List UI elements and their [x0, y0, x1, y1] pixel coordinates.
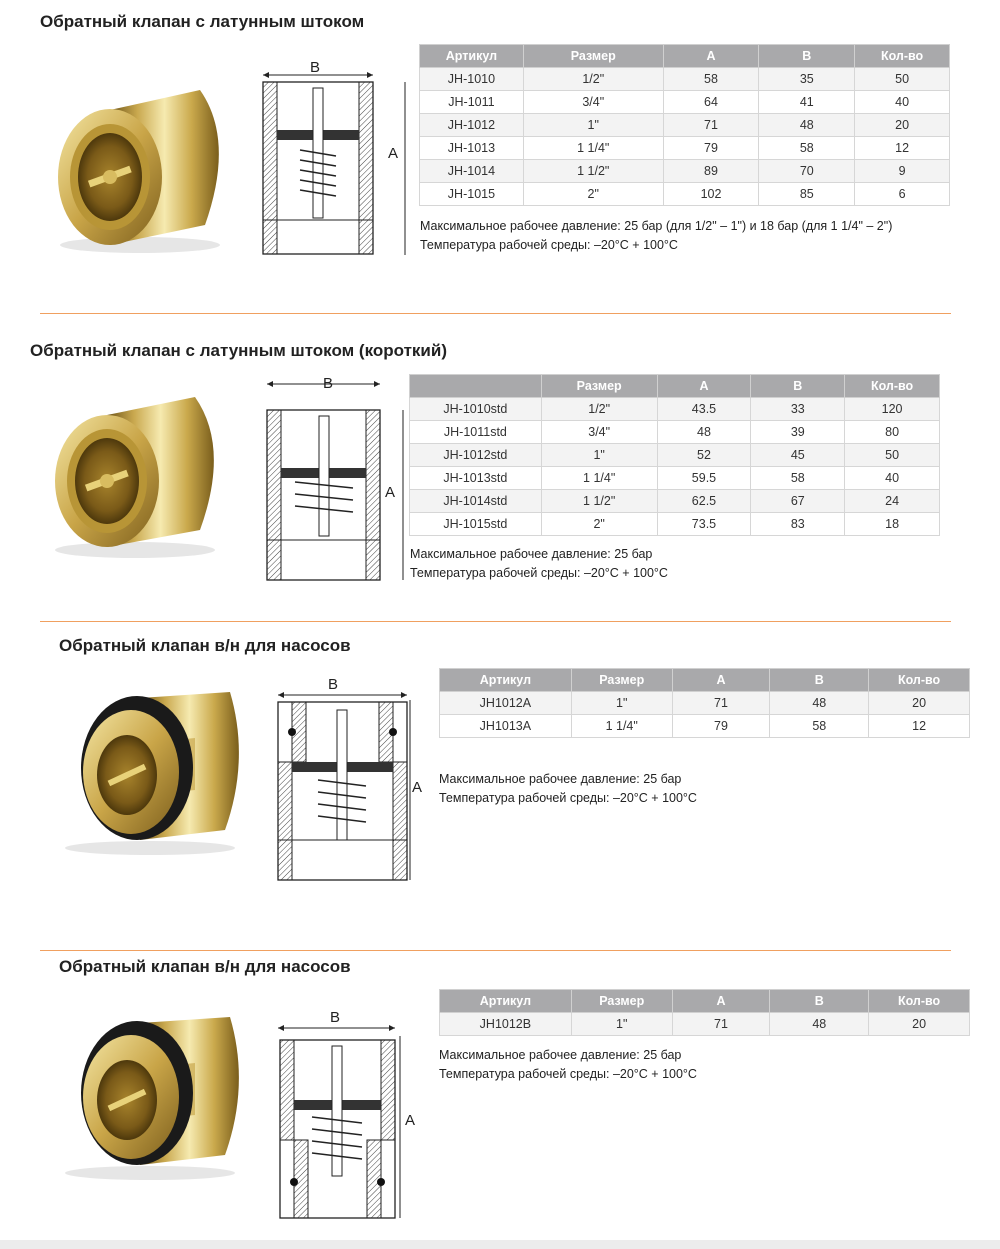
table-row: [420, 68, 950, 91]
cell: JH-1011std: [410, 421, 542, 444]
cell: 50: [855, 68, 950, 91]
section-divider: [40, 621, 951, 622]
cell: 83: [751, 513, 845, 536]
cell: 48: [770, 1013, 869, 1036]
cell: 9: [855, 160, 950, 183]
table-row: [410, 513, 940, 536]
cell: 79: [663, 137, 759, 160]
cell: JH-1012std: [410, 444, 542, 467]
pressure-note: Максимальное рабочее давление: 25 бар: [410, 547, 653, 561]
cell: 73.5: [657, 513, 751, 536]
cell: 1 1/4": [541, 467, 657, 490]
temperature-note: Температура рабочей среды: –20°C + 100°C: [410, 566, 668, 580]
cell: 35: [759, 68, 855, 91]
cell: 62.5: [657, 490, 751, 513]
cell: 12: [855, 137, 950, 160]
dim-a-label: A: [405, 1112, 416, 1129]
spec-table: [439, 989, 970, 1036]
notes: [439, 1046, 697, 1084]
notes: [420, 217, 892, 255]
cell: 48: [770, 692, 869, 715]
column-header: B: [770, 669, 869, 692]
cell: 3/4": [541, 421, 657, 444]
cell: 1 1/2": [523, 160, 663, 183]
section-title: Обратный клапан в/н для насосов: [59, 957, 351, 976]
section-title: Обратный клапан в/н для насосов: [59, 636, 351, 655]
table-row: [410, 398, 940, 421]
dim-b-label: B: [330, 1009, 341, 1026]
valve-cross-section-drawing: [255, 372, 415, 587]
pressure-note: Максимальное рабочее давление: 25 бар: [439, 1048, 682, 1062]
table-row: [440, 1013, 970, 1036]
cell: 71: [672, 692, 770, 715]
column-header: Размер: [523, 45, 663, 68]
cell: 1": [541, 444, 657, 467]
table-header-row: [410, 375, 940, 398]
section-title: Обратный клапан с латунным штоком (короткий): [30, 341, 447, 360]
dim-b-label: B: [328, 676, 339, 693]
cell: 20: [869, 1013, 970, 1036]
cell: 1 1/4": [571, 715, 672, 738]
cell: 70: [759, 160, 855, 183]
column-header: Размер: [541, 375, 657, 398]
cell: 2": [541, 513, 657, 536]
cell: 89: [663, 160, 759, 183]
column-header: B: [759, 45, 855, 68]
cell: 6: [855, 183, 950, 206]
cell: JH1012A: [440, 692, 572, 715]
cell: 40: [855, 91, 950, 114]
column-header: B: [770, 990, 869, 1013]
cell: 20: [869, 692, 970, 715]
brass-check-valve-male-photo: [45, 1005, 250, 1185]
cell: JH-1014: [420, 160, 524, 183]
cell: JH-1015std: [410, 513, 542, 536]
spec-table: [409, 374, 940, 536]
table-header-row: [440, 990, 970, 1013]
section-divider: [40, 313, 951, 314]
cell: JH1013A: [440, 715, 572, 738]
cell: 71: [663, 114, 759, 137]
column-header: Артикул: [440, 669, 572, 692]
table-row: [440, 715, 970, 738]
table-row: [440, 692, 970, 715]
table-row: [420, 160, 950, 183]
column-header: Артикул: [440, 990, 572, 1013]
column-header: Размер: [571, 669, 672, 692]
cell: 18: [845, 513, 940, 536]
cell: JH-1010: [420, 68, 524, 91]
temperature-note: Температура рабочей среды: –20°C + 100°C: [439, 791, 697, 805]
table-row: [410, 444, 940, 467]
cell: 52: [657, 444, 751, 467]
column-header: Кол-во: [869, 990, 970, 1013]
column-header: Кол-во: [869, 669, 970, 692]
cell: 58: [751, 467, 845, 490]
dim-a-label: A: [385, 484, 396, 501]
cell: 67: [751, 490, 845, 513]
cell: 58: [759, 137, 855, 160]
cell: 41: [759, 91, 855, 114]
cell: 85: [759, 183, 855, 206]
cell: JH-1012: [420, 114, 524, 137]
cell: 64: [663, 91, 759, 114]
column-header: [410, 375, 542, 398]
cell: 45: [751, 444, 845, 467]
cell: 33: [751, 398, 845, 421]
cell: JH-1014std: [410, 490, 542, 513]
cell: 1": [571, 1013, 672, 1036]
notes: [410, 545, 668, 583]
cell: 40: [845, 467, 940, 490]
cell: JH-1010std: [410, 398, 542, 421]
cell: 59.5: [657, 467, 751, 490]
notes: [439, 770, 697, 808]
dim-a-label: A: [388, 145, 399, 162]
cell: 50: [845, 444, 940, 467]
table-row: [410, 467, 940, 490]
cell: 20: [855, 114, 950, 137]
cell: 1": [523, 114, 663, 137]
table-header-row: [420, 45, 950, 68]
dim-b-label: B: [310, 60, 321, 76]
column-header: A: [663, 45, 759, 68]
cell: 58: [663, 68, 759, 91]
cell: 80: [845, 421, 940, 444]
valve-cross-section-drawing: [270, 670, 430, 895]
spec-table: [419, 44, 950, 206]
column-header: A: [672, 990, 770, 1013]
cell: 2": [523, 183, 663, 206]
cell: 24: [845, 490, 940, 513]
cell: 3/4": [523, 91, 663, 114]
column-header: Кол-во: [845, 375, 940, 398]
table-row: [420, 91, 950, 114]
valve-cross-section-drawing: [245, 60, 415, 260]
cell: 1 1/2": [541, 490, 657, 513]
table-row: [420, 137, 950, 160]
section-divider: [40, 950, 951, 951]
column-header: A: [657, 375, 751, 398]
cell: 79: [672, 715, 770, 738]
cell: 102: [663, 183, 759, 206]
table-row: [420, 114, 950, 137]
table-row: [420, 183, 950, 206]
dim-b-label: B: [323, 375, 334, 392]
footer-bar: [0, 1240, 1000, 1249]
valve-cross-section-drawing: [270, 1002, 430, 1230]
cell: JH-1015: [420, 183, 524, 206]
cell: 1/2": [523, 68, 663, 91]
column-header: B: [751, 375, 845, 398]
table-header-row: [440, 669, 970, 692]
cell: 120: [845, 398, 940, 421]
section-title: Обратный клапан с латунным штоком: [40, 12, 365, 31]
pressure-note: Максимальное рабочее давление: 25 бар: [439, 772, 682, 786]
brass-check-valve-male-photo: [45, 680, 250, 860]
dim-a-label: A: [412, 779, 423, 796]
pressure-note: Максимальное рабочее давление: 25 бар (для 1/2" – 1") и 18 бар (для 1 1/4" – 2"): [420, 219, 893, 233]
column-header: Размер: [571, 990, 672, 1013]
brass-check-valve-female-photo: [35, 375, 235, 565]
column-header: A: [672, 669, 770, 692]
cell: 39: [751, 421, 845, 444]
cell: 12: [869, 715, 970, 738]
cell: 58: [770, 715, 869, 738]
cell: 48: [657, 421, 751, 444]
cell: JH-1013: [420, 137, 524, 160]
cell: 1 1/4": [523, 137, 663, 160]
cell: JH1012B: [440, 1013, 572, 1036]
temperature-note: Температура рабочей среды: –20°C + 100°C: [420, 238, 678, 252]
cell: 71: [672, 1013, 770, 1036]
spec-table: [439, 668, 970, 738]
table-row: [410, 421, 940, 444]
cell: 43.5: [657, 398, 751, 421]
column-header: Артикул: [420, 45, 524, 68]
cell: 1": [571, 692, 672, 715]
cell: JH-1011: [420, 91, 524, 114]
cell: JH-1013std: [410, 467, 542, 490]
temperature-note: Температура рабочей среды: –20°C + 100°C: [439, 1067, 697, 1081]
cell: 1/2": [541, 398, 657, 421]
brass-check-valve-female-photo: [40, 70, 240, 260]
table-row: [410, 490, 940, 513]
cell: 48: [759, 114, 855, 137]
column-header: Кол-во: [855, 45, 950, 68]
